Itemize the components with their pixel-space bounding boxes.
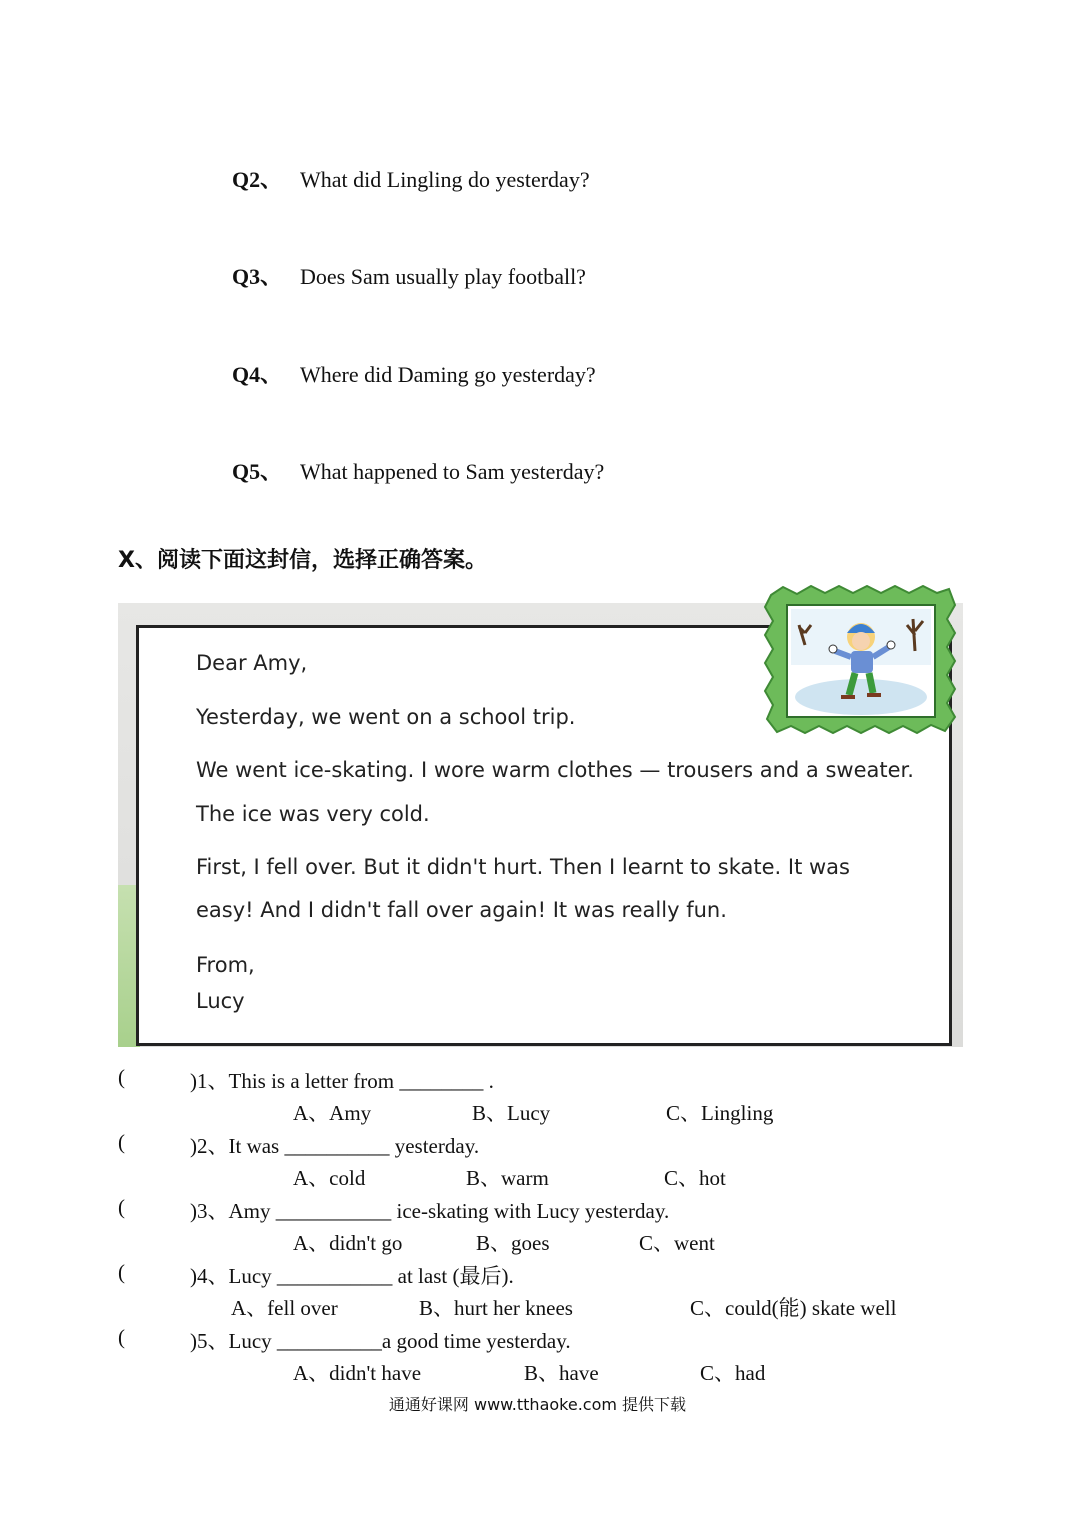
option-a: A、didn't go bbox=[293, 1231, 403, 1255]
question-text: What did Lingling do yesterday? bbox=[300, 167, 590, 192]
option-a: A、fell over bbox=[231, 1296, 338, 1320]
question-number: Q5、 bbox=[232, 459, 283, 484]
question-text: What happened to Sam yesterday? bbox=[300, 459, 605, 484]
letter-closing: From, bbox=[196, 953, 255, 977]
answer-paren: ( bbox=[118, 1130, 125, 1154]
mc-question-text: )1、This is a letter from ________ . bbox=[190, 1069, 494, 1093]
question-number: Q2、 bbox=[232, 167, 283, 192]
answer-paren: ( bbox=[118, 1195, 125, 1219]
option-b: B、goes bbox=[476, 1231, 550, 1255]
letter-line: We went ice-skating. I wore warm clothes — trousers and a sweater. bbox=[196, 758, 914, 782]
option-b: B、hurt her knees bbox=[419, 1296, 573, 1320]
option-c: C、could(能) skate well bbox=[690, 1296, 897, 1320]
letter-image bbox=[118, 585, 963, 1047]
option-b: B、have bbox=[524, 1361, 599, 1385]
mc-question-text: )5、Lucy __________a good time yesterday. bbox=[190, 1329, 571, 1353]
mc-question-text: )3、Amy ___________ ice-skating with Lucy yesterday. bbox=[190, 1199, 670, 1223]
question-q2 bbox=[232, 163, 590, 194]
letter-line: easy! And I didn't fall over again! It was really fun. bbox=[196, 898, 727, 922]
question-text: Where did Daming go yesterday? bbox=[300, 362, 596, 387]
letter-greeting: Dear Amy, bbox=[196, 651, 308, 675]
answer-paren: ( bbox=[118, 1065, 125, 1089]
option-c: C、hot bbox=[664, 1166, 726, 1190]
question-q5 bbox=[232, 455, 604, 486]
question-number: Q4、 bbox=[232, 362, 283, 387]
section-title: X、阅读下面这封信，选择正确答案。 bbox=[118, 548, 487, 573]
option-c: C、Lingling bbox=[666, 1101, 774, 1125]
question-q4 bbox=[232, 358, 596, 389]
mc-question-text: )2、It was __________ yesterday. bbox=[190, 1134, 480, 1158]
question-q3 bbox=[232, 260, 586, 291]
footer-credit: 通通好课网 www.tthaoke.com 提供下载 bbox=[388, 1395, 687, 1414]
question-text: Does Sam usually play football? bbox=[300, 264, 586, 289]
answer-paren: ( bbox=[118, 1325, 125, 1349]
option-a: A、Amy bbox=[293, 1101, 372, 1125]
letter-line: The ice was very cold. bbox=[196, 802, 430, 826]
letter-signature: Lucy bbox=[196, 989, 245, 1013]
mc-question-text: )4、Lucy ___________ at last (最后). bbox=[190, 1264, 514, 1288]
answer-paren: ( bbox=[118, 1260, 125, 1284]
option-a: A、cold bbox=[293, 1166, 366, 1190]
option-b: B、warm bbox=[466, 1166, 549, 1190]
skater-stamp-image bbox=[763, 585, 958, 735]
option-b: B、Lucy bbox=[472, 1101, 551, 1125]
option-c: C、went bbox=[639, 1231, 715, 1255]
option-a: A、didn't have bbox=[293, 1361, 422, 1385]
option-c: C、had bbox=[700, 1361, 766, 1385]
letter-line: Yesterday, we went on a school trip. bbox=[196, 705, 576, 729]
letter-line: First, I fell over. But it didn't hurt. Then I learnt to skate. It was bbox=[196, 855, 850, 879]
question-number: Q3、 bbox=[232, 264, 283, 289]
